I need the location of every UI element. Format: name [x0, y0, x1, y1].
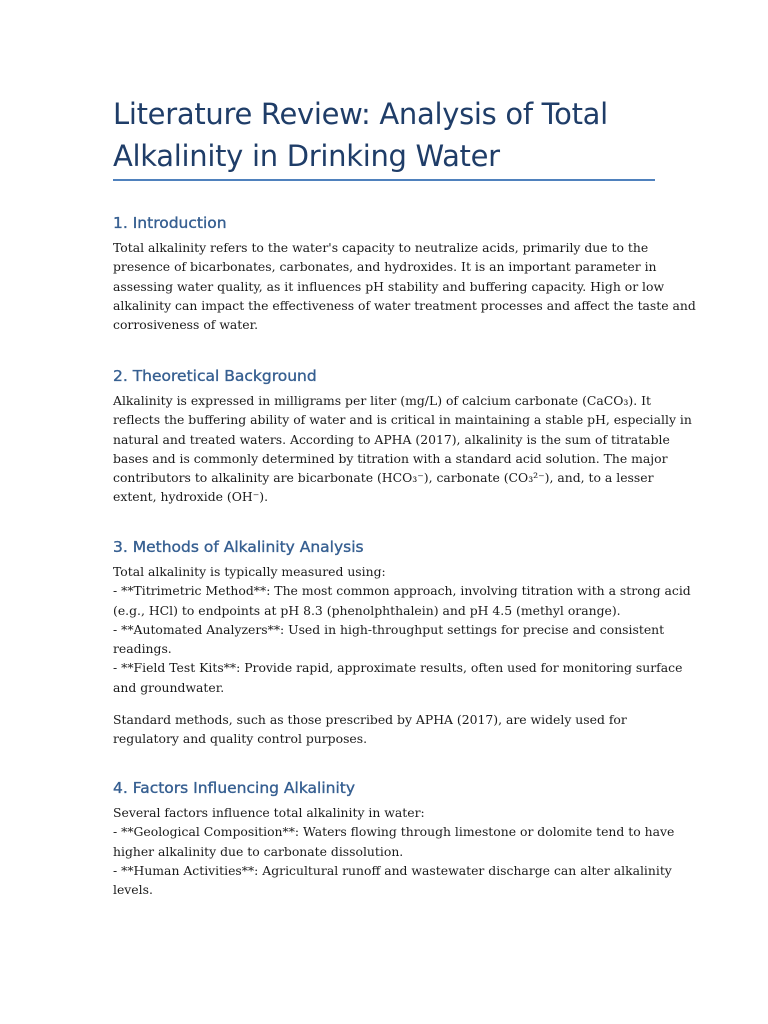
section-introduction — [113, 213, 696, 334]
section-theoretical-background — [113, 366, 692, 507]
list-item: - **Geological Composition**: Waters flowing through limestone or dolomite tend to have — [113, 824, 675, 840]
section-factors — [113, 778, 675, 899]
text-line: levels. — [113, 882, 153, 898]
text-line: readings. — [113, 641, 172, 657]
text-line: bases and is commonly determined by titration with a standard acid solution. The major — [113, 450, 668, 466]
text-line: Total alkalinity refers to the water's capacity to neutralize acids, primarily due to the — [113, 240, 649, 255]
section-heading: 4. Factors Influencing Alkalinity — [113, 779, 356, 797]
section-heading: 3. Methods of Alkalinity Analysis — [113, 538, 364, 556]
text-line: extent, hydroxide (OH⁻). — [113, 489, 269, 505]
section-methods — [113, 537, 691, 749]
text-line: contributors to alkalinity are bicarbonate (HCO₃⁻), carbonate (CO₃²⁻), and, to a lesser — [113, 470, 654, 486]
list-item: - **Titrimetric Method**: The most common approach, involving titration with a strong acid — [113, 583, 691, 599]
title-underline — [113, 179, 655, 181]
section-heading: 1. Introduction — [113, 214, 227, 232]
list-item: - **Field Test Kits**: Provide rapid, approximate results, often used for monitoring surface — [113, 660, 683, 676]
list-item: - **Human Activities**: Agricultural runoff and wastewater discharge can alter alkalinity — [113, 862, 672, 878]
section-heading: 2. Theoretical Background — [113, 367, 317, 385]
text-line: (e.g., HCl) to endpoints at pH 8.3 (phenolphthalein) and pH 4.5 (methyl orange). — [113, 602, 621, 618]
title-line: Alkalinity in Drinking Water — [113, 139, 500, 173]
text-line: Total alkalinity is typically measured using: — [113, 564, 386, 579]
text-line: assessing water quality, as it influences pH stability and buffering capacity. High or low — [113, 278, 665, 294]
text-line: natural and treated waters. According to APHA (2017), alkalinity is the sum of titratable — [113, 431, 670, 447]
text-line: and groundwater. — [113, 679, 225, 695]
text-line: reflects the buffering ability of water and is critical in maintaining a stable pH, especially in — [113, 412, 692, 428]
text-line: Several factors influence total alkalinity in water: — [113, 805, 425, 820]
document-title — [113, 93, 658, 177]
text-line: Standard methods, such as those prescribed by APHA (2017), are widely used for — [113, 712, 627, 728]
text-line: corrosiveness of water. — [113, 317, 259, 333]
paragraph — [113, 562, 691, 697]
text-line: Alkalinity is expressed in milligrams per liter (mg/L) of calcium carbonate (CaCO₃). It — [113, 393, 651, 408]
paragraph — [113, 710, 658, 749]
text-line: presence of bicarbonates, carbonates, and hydroxides. It is an important parameter in — [113, 259, 657, 275]
text-line: higher alkalinity due to carbonate dissolution. — [113, 843, 404, 859]
paragraph — [113, 238, 696, 334]
paragraph — [113, 803, 675, 899]
text-line: alkalinity can impact the effectiveness of water treatment processes and affect the taste and — [113, 297, 696, 313]
list-item: - **Automated Analyzers**: Used in high-throughput settings for precise and consistent — [113, 621, 665, 637]
title-line: Literature Review: Analysis of Total — [113, 97, 608, 131]
paragraph — [113, 391, 692, 507]
text-line: regulatory and quality control purposes. — [113, 731, 368, 747]
